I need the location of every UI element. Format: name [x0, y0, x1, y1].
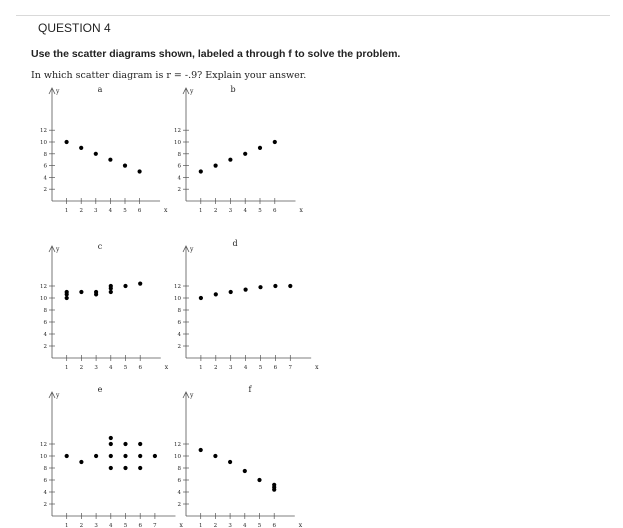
scatter-title: d [232, 239, 238, 248]
y-tick-label: 10 [174, 140, 181, 146]
data-point [272, 488, 276, 492]
x-tick-label: 3 [94, 208, 98, 214]
x-tick-label: 2 [213, 523, 218, 528]
data-point [244, 288, 248, 292]
y-tick-label: 12 [174, 128, 181, 135]
scatter-b [174, 85, 304, 214]
scatter-e [40, 385, 183, 528]
data-point [109, 290, 113, 294]
y-tick-label: 2 [177, 344, 181, 350]
scatter-title: c [97, 242, 103, 251]
y-tick-label: 4 [43, 490, 47, 496]
x-tick-label: 3 [228, 523, 232, 528]
x-tick-label: 2 [213, 208, 218, 214]
data-point [123, 466, 127, 470]
x-tick-label: 3 [94, 523, 98, 528]
data-point [123, 164, 127, 168]
y-axis-label: y [190, 392, 194, 399]
x-tick-label: 4 [109, 365, 113, 371]
data-point [243, 469, 247, 473]
y-tick-label: 2 [177, 502, 181, 508]
data-point [199, 448, 203, 452]
scatter-c [40, 242, 169, 371]
y-tick-label: 12 [40, 442, 47, 448]
y-axis-label: y [56, 392, 60, 399]
data-point [228, 158, 232, 162]
x-axis-label: x [164, 207, 168, 214]
y-tick-label: 8 [177, 466, 181, 472]
x-tick-label: 2 [79, 523, 84, 528]
y-tick-label: 10 [174, 454, 181, 460]
data-point [199, 169, 203, 173]
x-axis-label: x [299, 207, 303, 214]
data-point [214, 164, 218, 168]
x-tick-label: 3 [94, 365, 98, 371]
scatter-title: a [97, 85, 103, 94]
y-tick-label: 6 [177, 163, 181, 170]
y-tick-label: 8 [43, 308, 47, 314]
y-tick-label: 6 [177, 478, 181, 484]
question-prompt: In which scatter diagram is r = -.9? Explain your answer. [31, 70, 307, 81]
y-tick-label: 10 [40, 454, 47, 460]
data-point [79, 460, 83, 464]
y-tick-label: 6 [43, 320, 47, 326]
y-tick-label: 2 [43, 344, 47, 350]
y-tick-label: 8 [43, 151, 47, 158]
data-point [199, 296, 203, 300]
data-point [109, 436, 113, 440]
data-point [153, 454, 157, 458]
x-tick-label: 6 [273, 365, 278, 371]
x-axis-label: x [164, 364, 169, 371]
x-tick-label: 4 [243, 365, 248, 371]
y-tick-label: 4 [43, 175, 47, 182]
y-tick-label: 6 [177, 320, 181, 326]
data-point [228, 460, 232, 464]
x-tick-label: 5 [123, 365, 128, 371]
data-point [109, 286, 113, 290]
x-tick-label: 3 [228, 365, 233, 371]
x-tick-label: 1 [199, 365, 203, 371]
data-point [65, 296, 69, 300]
data-point [109, 466, 113, 470]
y-tick-label: 2 [43, 502, 47, 508]
x-tick-label: 4 [108, 208, 113, 214]
y-tick-label: 12 [40, 128, 47, 135]
data-point [138, 466, 142, 470]
scatter-d [174, 239, 319, 371]
y-tick-label: 10 [40, 140, 47, 146]
data-point [138, 442, 142, 446]
data-point [258, 146, 262, 150]
data-point [65, 140, 69, 144]
data-point [243, 152, 247, 156]
y-tick-label: 8 [43, 466, 47, 472]
x-axis-label: x [315, 364, 319, 371]
x-tick-label: 6 [138, 365, 142, 371]
x-tick-label: 5 [258, 208, 262, 214]
data-point [123, 442, 127, 446]
scatter-f [174, 385, 303, 528]
data-point [65, 292, 69, 296]
y-tick-label: 12 [40, 284, 47, 290]
x-tick-label: 1 [64, 365, 69, 371]
x-tick-label: 2 [79, 365, 84, 371]
y-tick-label: 4 [43, 332, 47, 338]
y-tick-label: 8 [177, 308, 181, 314]
scatter-a [40, 85, 168, 214]
data-point [257, 478, 261, 482]
x-tick-label: 5 [257, 523, 262, 528]
data-point [138, 454, 142, 458]
x-tick-label: 7 [288, 365, 293, 371]
data-point [214, 292, 218, 296]
x-tick-label: 1 [64, 208, 69, 214]
x-tick-label: 5 [258, 365, 263, 371]
x-tick-label: 1 [198, 523, 203, 528]
y-tick-label: 8 [177, 151, 181, 158]
y-axis-label: y [190, 88, 194, 95]
data-point [138, 282, 142, 286]
x-tick-label: 2 [79, 208, 83, 214]
x-axis-label: x [179, 522, 183, 528]
y-tick-label: 10 [40, 296, 47, 302]
scatter-title: e [97, 385, 103, 394]
x-tick-label: 1 [199, 208, 203, 214]
data-point [94, 152, 98, 156]
data-point [79, 146, 83, 150]
x-tick-label: 5 [123, 523, 128, 528]
data-point [109, 442, 113, 446]
question-instruction: Use the scatter diagrams shown, labeled a through f to solve the problem. [31, 48, 401, 60]
y-tick-label: 2 [177, 187, 181, 194]
question-title: QUESTION 4 [38, 21, 111, 35]
y-tick-label: 6 [43, 163, 47, 170]
x-tick-label: 3 [228, 208, 233, 214]
data-point [288, 284, 292, 288]
x-tick-label: 5 [123, 208, 127, 214]
y-axis-label: y [56, 88, 60, 95]
x-tick-label: 6 [273, 208, 277, 214]
y-axis-label: y [190, 246, 194, 253]
data-point [79, 290, 83, 294]
y-axis-label: y [56, 246, 60, 253]
data-point [138, 169, 142, 173]
data-point [258, 285, 262, 289]
y-tick-label: 12 [174, 284, 181, 290]
x-axis-label: x [298, 522, 303, 528]
data-point [109, 454, 113, 458]
x-tick-label: 6 [138, 523, 142, 528]
x-tick-label: 4 [109, 523, 113, 528]
data-point [94, 454, 98, 458]
data-point [108, 158, 112, 162]
y-tick-label: 6 [43, 478, 47, 484]
x-tick-label: 6 [272, 523, 276, 528]
data-point [229, 290, 233, 294]
scatter-title: b [230, 85, 236, 94]
data-point [213, 454, 217, 458]
y-tick-label: 2 [43, 187, 47, 194]
scatter-title: f [248, 385, 252, 394]
x-tick-label: 4 [243, 523, 247, 528]
y-tick-label: 4 [177, 490, 181, 496]
x-tick-label: 1 [64, 523, 69, 528]
y-tick-label: 12 [174, 442, 181, 448]
data-point [94, 292, 98, 296]
data-point [123, 454, 127, 458]
x-tick-label: 2 [214, 365, 218, 371]
x-tick-label: 7 [153, 523, 157, 528]
data-point [273, 284, 277, 288]
data-point [273, 140, 277, 144]
x-tick-label: 4 [243, 208, 247, 214]
y-tick-label: 4 [177, 332, 181, 338]
data-point [123, 284, 127, 288]
y-tick-label: 4 [177, 175, 181, 182]
x-tick-label: 6 [137, 208, 142, 214]
y-tick-label: 10 [174, 296, 181, 302]
data-point [65, 454, 69, 458]
